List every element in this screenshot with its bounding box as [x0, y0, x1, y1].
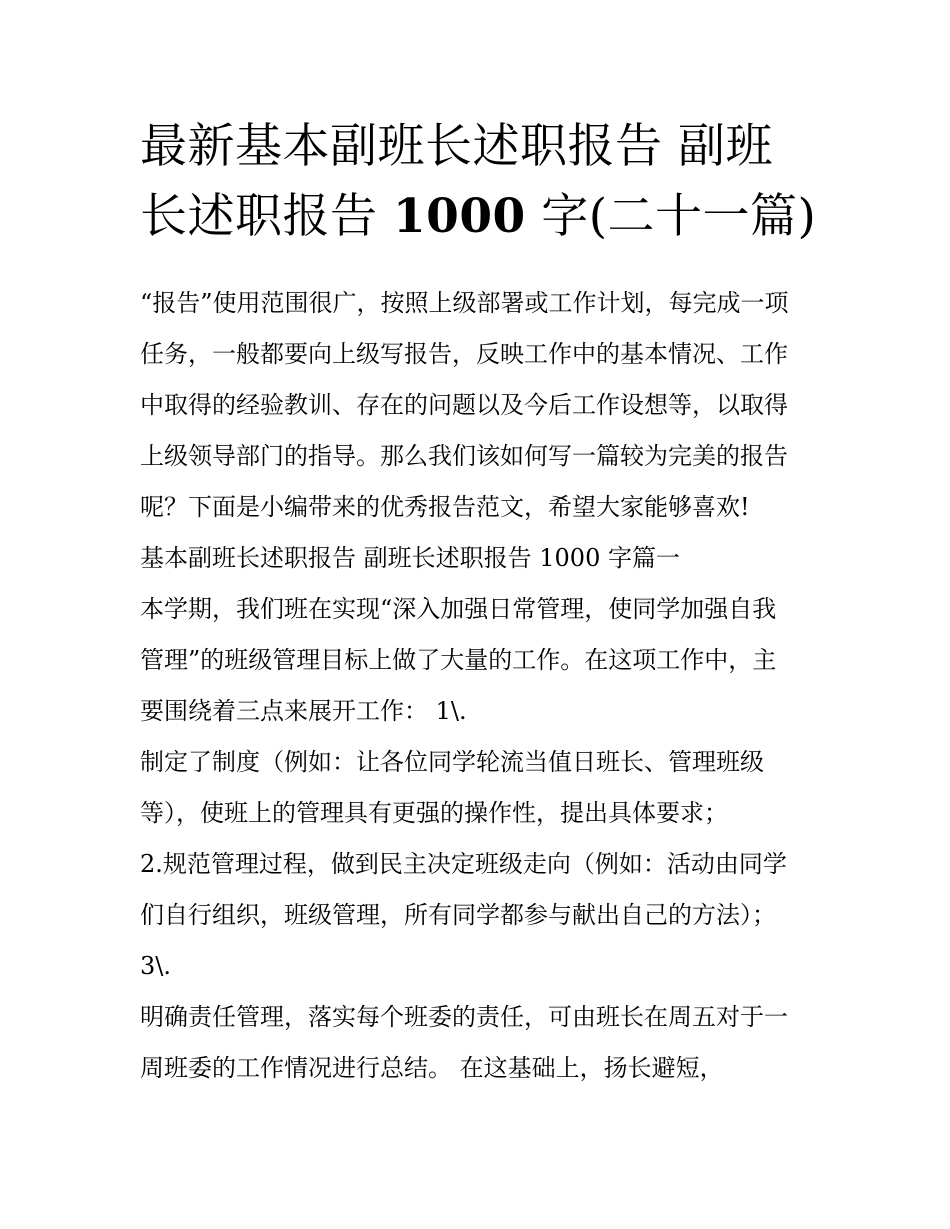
- body-line-13: 们自行组织，班级管理，所有同学都参与献出自己的方法）；: [140, 901, 776, 929]
- body-line-10: 制定了制度（例如：让各位同学轮流当值日班长、管理班级: [140, 748, 764, 776]
- body-line-4: 上级领导部门的指导。那么我们该如何写一篇较为完美的报告: [140, 442, 788, 470]
- title-line-1: 最新基本副班长述职报告 副班: [140, 119, 773, 174]
- document-page: [140, 112, 820, 1094]
- body-line-15: 明确责任管理，落实每个班委的责任，可由班长在周五对于一: [140, 1003, 788, 1031]
- title-line-2-end: 字(二十一篇): [525, 189, 817, 244]
- section-heading: 基本副班长述职报告 副班长述职报告 1000 字篇一: [140, 544, 680, 572]
- body-line-12: 2.规范管理过程，做到民主决定班级走向（例如：活动由同学: [140, 850, 787, 878]
- document-body: [140, 278, 820, 1094]
- body-line-14: 3\.: [140, 952, 171, 980]
- title-line-2-start: 长述职报告: [140, 189, 378, 244]
- body-line-1: “报告”使用范围很广，按照上级部署或工作计划，每完成一项: [140, 289, 789, 317]
- body-line-9: 要围绕着三点来展开工作： 1\.: [140, 697, 467, 725]
- body-line-2: 任务，一般都要向上级写报告，反映工作中的基本情况、工作: [140, 340, 788, 368]
- body-line-8: 管理”的班级管理目标上做了大量的工作。在这项工作中，主: [140, 646, 777, 674]
- document-title: [140, 112, 820, 252]
- body-line-3: 中取得的经验教训、存在的问题以及今后工作设想等，以取得: [140, 391, 788, 419]
- body-line-11: 等），使班上的管理具有更强的操作性，提出具体要求；: [140, 799, 728, 827]
- body-line-7: 本学期，我们班在实现“深入加强日常管理，使同学加强自我: [140, 595, 777, 623]
- body-line-5: 呢？下面是小编带来的优秀报告范文，希望大家能够喜欢!: [140, 493, 750, 521]
- title-number: 1000: [392, 189, 526, 244]
- body-line-16: 周班委的工作情况进行总结。 在这基础上，扬长避短，: [140, 1054, 724, 1082]
